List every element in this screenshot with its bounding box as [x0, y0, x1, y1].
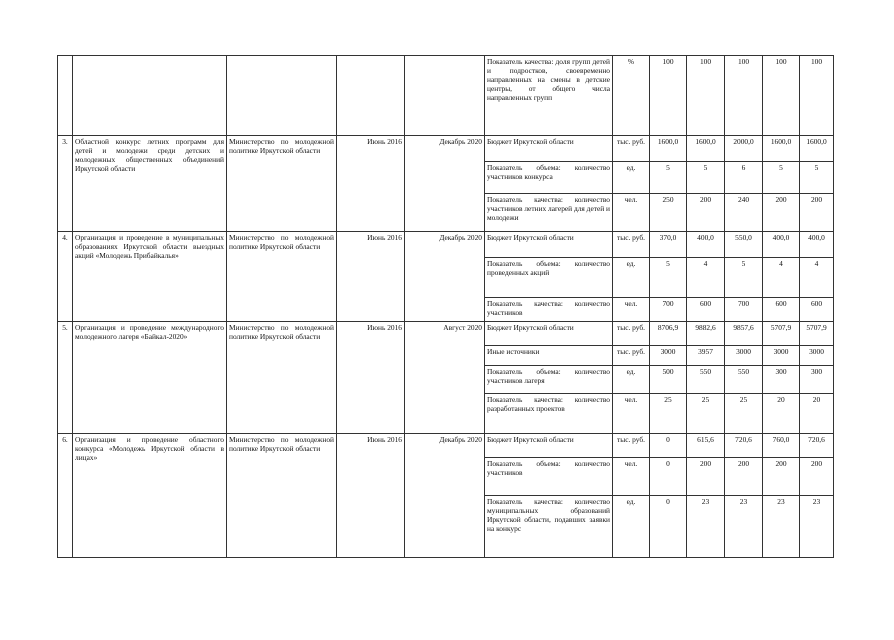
value-cell: 600: [800, 298, 834, 322]
indicator-label: Показатель объема: количество участников конкурса: [485, 162, 613, 194]
indicator-label: Показатель объема: количество проведенных акций: [485, 258, 613, 298]
value-cell: 200: [687, 194, 725, 232]
indicator-label: Бюджет Иркутской области: [485, 434, 613, 458]
indicator-unit: ед.: [613, 258, 650, 298]
value-cell: 3000: [800, 346, 834, 366]
indicator-unit: чел.: [613, 394, 650, 434]
value-cell: 4: [800, 258, 834, 298]
indicator-label: Иные источники: [485, 346, 613, 366]
value-cell: 3000: [763, 346, 800, 366]
value-cell: 6: [725, 162, 763, 194]
value-cell: 9882,6: [687, 322, 725, 346]
indicator-unit: %: [613, 56, 650, 136]
value-cell: 3000: [725, 346, 763, 366]
responsible-org: Министерство по молодежной политике Иркутской области: [227, 136, 337, 232]
value-cell: 23: [763, 496, 800, 558]
indicator-label: Бюджет Иркутской области: [485, 322, 613, 346]
row-number: 5.: [58, 322, 73, 434]
event-name: Организация и проведение областного конкурса «Молодежь Иркутской области в лицах»: [73, 434, 227, 558]
value-cell: 700: [650, 298, 687, 322]
value-cell: 760,0: [763, 434, 800, 458]
value-cell: 25: [725, 394, 763, 434]
value-cell: 100: [763, 56, 800, 136]
start-date: Июнь 2016: [337, 434, 405, 558]
value-cell: 550,0: [725, 232, 763, 258]
value-cell: 8706,9: [650, 322, 687, 346]
value-cell: 700: [725, 298, 763, 322]
value-cell: 5707,9: [800, 322, 834, 346]
value-cell: 300: [763, 366, 800, 394]
value-cell: 100: [800, 56, 834, 136]
value-cell: 5: [650, 258, 687, 298]
value-cell: 3957: [687, 346, 725, 366]
value-cell: 200: [763, 194, 800, 232]
value-cell: 200: [763, 458, 800, 496]
indicator-unit: тыс. руб.: [613, 232, 650, 258]
indicator-label: Показатель объема: количество участников лагеря: [485, 366, 613, 394]
value-cell: 25: [687, 394, 725, 434]
value-cell: 5: [763, 162, 800, 194]
value-cell: 615,6: [687, 434, 725, 458]
value-cell: 550: [725, 366, 763, 394]
value-cell: 400,0: [800, 232, 834, 258]
start-date: Июнь 2016: [337, 232, 405, 322]
table-row: [58, 232, 834, 258]
responsible-org: Министерство по молодежной политике Иркутской области: [227, 434, 337, 558]
indicator-label: Показатель качества: доля групп детей и подростков, своевременно направленных на смены в детские центры, от общего числа направленных групп: [485, 56, 613, 136]
value-cell: 20: [763, 394, 800, 434]
value-cell: 5: [650, 162, 687, 194]
indicator-label: Показатель объема: количество участников: [485, 458, 613, 496]
value-cell: 720,6: [725, 434, 763, 458]
value-cell: 1600,0: [800, 136, 834, 162]
indicator-unit: тыс. руб.: [613, 346, 650, 366]
indicator-unit: чел.: [613, 298, 650, 322]
value-cell: 550: [687, 366, 725, 394]
end-date: Декабрь 2020: [405, 232, 485, 322]
responsible-org: Министерство по молодежной политике Иркутской области: [227, 232, 337, 322]
value-cell: 100: [725, 56, 763, 136]
indicator-unit: чел.: [613, 458, 650, 496]
value-cell: 200: [800, 458, 834, 496]
value-cell: 200: [800, 194, 834, 232]
value-cell: 300: [800, 366, 834, 394]
value-cell: 0: [650, 496, 687, 558]
indicator-label: Показатель качества: количество муниципальных образований Иркутской области, подавших заявки на конкурс: [485, 496, 613, 558]
row-number: 4.: [58, 232, 73, 322]
program-table: [57, 55, 834, 558]
value-cell: 3000: [650, 346, 687, 366]
end-date: Декабрь 2020: [405, 434, 485, 558]
indicator-unit: тыс. руб.: [613, 136, 650, 162]
indicator-unit: чел.: [613, 194, 650, 232]
indicator-unit: ед.: [613, 366, 650, 394]
value-cell: 4: [763, 258, 800, 298]
value-cell: 23: [800, 496, 834, 558]
value-cell: 500: [650, 366, 687, 394]
end-date: [405, 56, 485, 136]
value-cell: 370,0: [650, 232, 687, 258]
start-date: Июнь 2016: [337, 322, 405, 434]
value-cell: 200: [725, 458, 763, 496]
value-cell: 100: [687, 56, 725, 136]
event-name: Областной конкурс летних программ для детей и молодежи среди детских и молодежных общественных объединений Иркутской области: [73, 136, 227, 232]
value-cell: 5: [725, 258, 763, 298]
responsible-org: Министерство по молодежной политике Иркутской области: [227, 322, 337, 434]
table-row: [58, 136, 834, 162]
value-cell: 720,6: [800, 434, 834, 458]
value-cell: 1600,0: [650, 136, 687, 162]
event-name: [73, 56, 227, 136]
value-cell: 25: [650, 394, 687, 434]
end-date: Август 2020: [405, 322, 485, 434]
value-cell: 600: [687, 298, 725, 322]
row-number: 3.: [58, 136, 73, 232]
value-cell: 0: [650, 434, 687, 458]
value-cell: 23: [687, 496, 725, 558]
end-date: Декабрь 2020: [405, 136, 485, 232]
table-body: [58, 56, 834, 558]
start-date: [337, 56, 405, 136]
start-date: Июнь 2016: [337, 136, 405, 232]
value-cell: 0: [650, 458, 687, 496]
value-cell: 100: [650, 56, 687, 136]
value-cell: 20: [800, 394, 834, 434]
table-row: [58, 322, 834, 346]
value-cell: 600: [763, 298, 800, 322]
indicator-label: Бюджет Иркутской области: [485, 136, 613, 162]
value-cell: 1600,0: [763, 136, 800, 162]
value-cell: 250: [650, 194, 687, 232]
value-cell: 400,0: [687, 232, 725, 258]
value-cell: 5: [687, 162, 725, 194]
table-row: [58, 56, 834, 136]
value-cell: 4: [687, 258, 725, 298]
indicator-unit: тыс. руб.: [613, 434, 650, 458]
responsible-org: [227, 56, 337, 136]
value-cell: 240: [725, 194, 763, 232]
indicator-unit: ед.: [613, 496, 650, 558]
table-row: [58, 434, 834, 458]
value-cell: 23: [725, 496, 763, 558]
row-number: [58, 56, 73, 136]
indicator-label: Показатель качества: количество разработанных проектов: [485, 394, 613, 434]
event-name: Организация и проведение международного молодежного лагеря «Байкал-2020»: [73, 322, 227, 434]
row-number: 6.: [58, 434, 73, 558]
value-cell: 200: [687, 458, 725, 496]
indicator-label: Показатель качества: количество участников летних лагерей для детей и молодежи: [485, 194, 613, 232]
indicator-unit: тыс. руб.: [613, 322, 650, 346]
value-cell: 1600,0: [687, 136, 725, 162]
indicator-label: Бюджет Иркутской области: [485, 232, 613, 258]
value-cell: 5: [800, 162, 834, 194]
event-name: Организация и проведение в муниципальных образованиях Иркутской области выездных акций «Молодежь Прибайкалья»: [73, 232, 227, 322]
value-cell: 2000,0: [725, 136, 763, 162]
value-cell: 9857,6: [725, 322, 763, 346]
indicator-label: Показатель качества: количество участников: [485, 298, 613, 322]
value-cell: 400,0: [763, 232, 800, 258]
indicator-unit: ед.: [613, 162, 650, 194]
value-cell: 5707,9: [763, 322, 800, 346]
